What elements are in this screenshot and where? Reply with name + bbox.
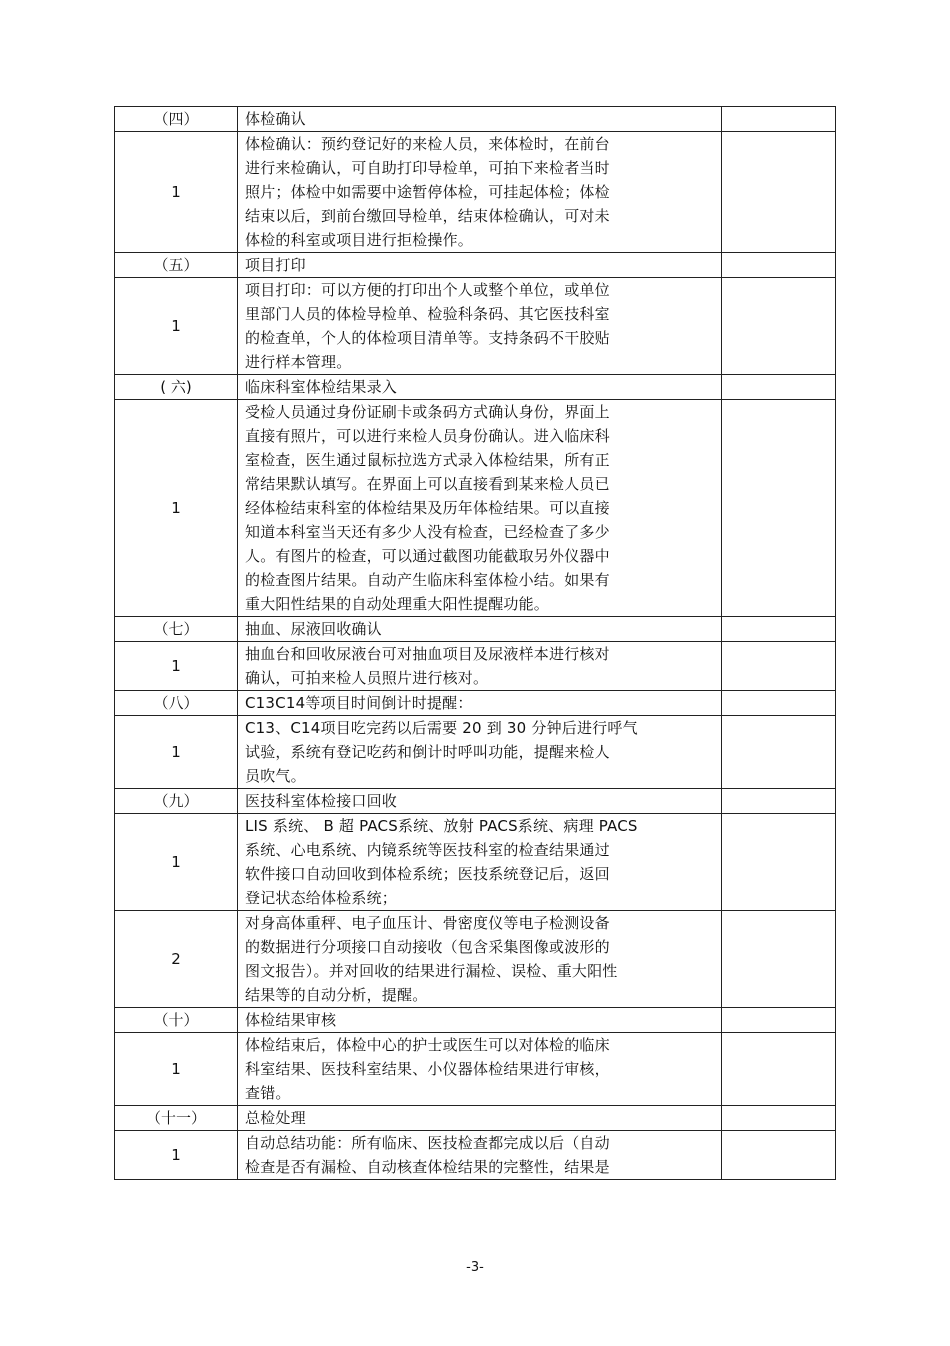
- blank-cell: [722, 1008, 836, 1033]
- section-number: （八）: [115, 691, 238, 716]
- item-description: 自动总结功能：所有临床、医技检查都完成以后（自动 检查是否有漏检、自动核查体检结果的完整性，结果是: [238, 1131, 722, 1180]
- blank-cell: [722, 132, 836, 253]
- section-number: ( 六): [115, 375, 238, 400]
- item-number: 1: [115, 278, 238, 375]
- blank-cell: [722, 691, 836, 716]
- table-row: [115, 911, 836, 1008]
- table-row: [115, 253, 836, 278]
- table-row: [115, 107, 836, 132]
- table-row: [115, 278, 836, 375]
- table-row: [115, 617, 836, 642]
- table-row: [115, 1106, 836, 1131]
- table-row: [115, 1008, 836, 1033]
- item-description: 受检人员通过身份证刷卡或条码方式确认身份，界面上 直接有照片，可以进行来检人员身份确认。进入临床科 室检查，医生通过鼠标拉选方式录入体检结果，所有正 常结果默认填写。在界面上可以直接看到某来检人员已 经体检结束科室的体检结果及历年体检结果。可以直接 知道本科室当天还有多少人没有检查，已经检查了多少 人。有图片的检查，可以通过截图功能截取另外仪器中 的检查图片结果。自动产生临床科室体检小结。如果有 重大阳性结果的自动处理重大阳性提醒功能。: [238, 400, 722, 617]
- blank-cell: [722, 789, 836, 814]
- table-row: [115, 814, 836, 911]
- table-row: [115, 400, 836, 617]
- blank-cell: [722, 1033, 836, 1106]
- item-description: 对身高体重秤、电子血压计、骨密度仪等电子检测设备 的数据进行分项接口自动接收（包含采集图像或波形的 图文报告）。并对回收的结果进行漏检、误检、重大阳性 结果等的自动分析，提醒。: [238, 911, 722, 1008]
- table-row: [115, 642, 836, 691]
- section-title: 体检确认: [238, 107, 722, 132]
- section-number: （九）: [115, 789, 238, 814]
- blank-cell: [722, 1106, 836, 1131]
- item-description: 抽血台和回收尿液台可对抽血项目及尿液样本进行核对 确认，可拍来检人员照片进行核对。: [238, 642, 722, 691]
- blank-cell: [722, 1131, 836, 1180]
- section-title: 医技科室体检接口回收: [238, 789, 722, 814]
- blank-cell: [722, 617, 836, 642]
- table-row: [115, 1033, 836, 1106]
- section-title: 项目打印: [238, 253, 722, 278]
- blank-cell: [722, 814, 836, 911]
- section-number: （七）: [115, 617, 238, 642]
- item-number: 1: [115, 400, 238, 617]
- blank-cell: [722, 375, 836, 400]
- item-number: 1: [115, 1131, 238, 1180]
- table-row: [115, 789, 836, 814]
- item-description: 体检结束后，体检中心的护士或医生可以对体检的临床 科室结果、医技科室结果、小仪器体检结果进行审核， 查错。: [238, 1033, 722, 1106]
- blank-cell: [722, 642, 836, 691]
- table-row: [115, 375, 836, 400]
- blank-cell: [722, 107, 836, 132]
- blank-cell: [722, 253, 836, 278]
- item-number: 1: [115, 642, 238, 691]
- item-description: LIS 系统、 B 超 PACS系统、放射 PACS系统、病理 PACS 系统、心电系统、内镜系统等医技科室的检查结果通过 软件接口自动回收到体检系统；医技系统登记后，返回 登记状态给体检系统；: [238, 814, 722, 911]
- blank-cell: [722, 716, 836, 789]
- item-number: 2: [115, 911, 238, 1008]
- page-number: -3-: [466, 1260, 484, 1275]
- blank-cell: [722, 400, 836, 617]
- table-row: [115, 716, 836, 789]
- section-title: 临床科室体检结果录入: [238, 375, 722, 400]
- item-number: 1: [115, 1033, 238, 1106]
- section-title: 体检结果审核: [238, 1008, 722, 1033]
- section-title: 总检处理: [238, 1106, 722, 1131]
- item-number: 1: [115, 814, 238, 911]
- item-description: C13、C14项目吃完药以后需要 20 到 30 分钟后进行呼气 试验，系统有登记吃药和倒计时呼叫功能，提醒来检人 员吹气。: [238, 716, 722, 789]
- table-row: [115, 132, 836, 253]
- section-title: C13C14等项目时间倒计时提醒：: [238, 691, 722, 716]
- section-number: （四）: [115, 107, 238, 132]
- section-number: （五）: [115, 253, 238, 278]
- item-number: 1: [115, 716, 238, 789]
- item-description: 项目打印：可以方便的打印出个人或整个单位，或单位 里部门人员的体检导检单、检验科条码、其它医技科室 的检查单，个人的体检项目清单等。支持条码不干胶贴 进行样本管理。: [238, 278, 722, 375]
- requirements-table: [114, 106, 836, 1180]
- section-title: 抽血、尿液回收确认: [238, 617, 722, 642]
- table-row: [115, 691, 836, 716]
- item-description: 体检确认：预约登记好的来检人员，来体检时，在前台 进行来检确认，可自助打印导检单，可拍下来检者当时 照片；体检中如需要中途暂停体检，可挂起体检；体检 结束以后，到前台缴回导检单，结束体检确认，可对未 体检的科室或项目进行拒检操作。: [238, 132, 722, 253]
- blank-cell: [722, 278, 836, 375]
- section-number: （十）: [115, 1008, 238, 1033]
- item-number: 1: [115, 132, 238, 253]
- section-number: （十一）: [115, 1106, 238, 1131]
- blank-cell: [722, 911, 836, 1008]
- table-row: [115, 1131, 836, 1180]
